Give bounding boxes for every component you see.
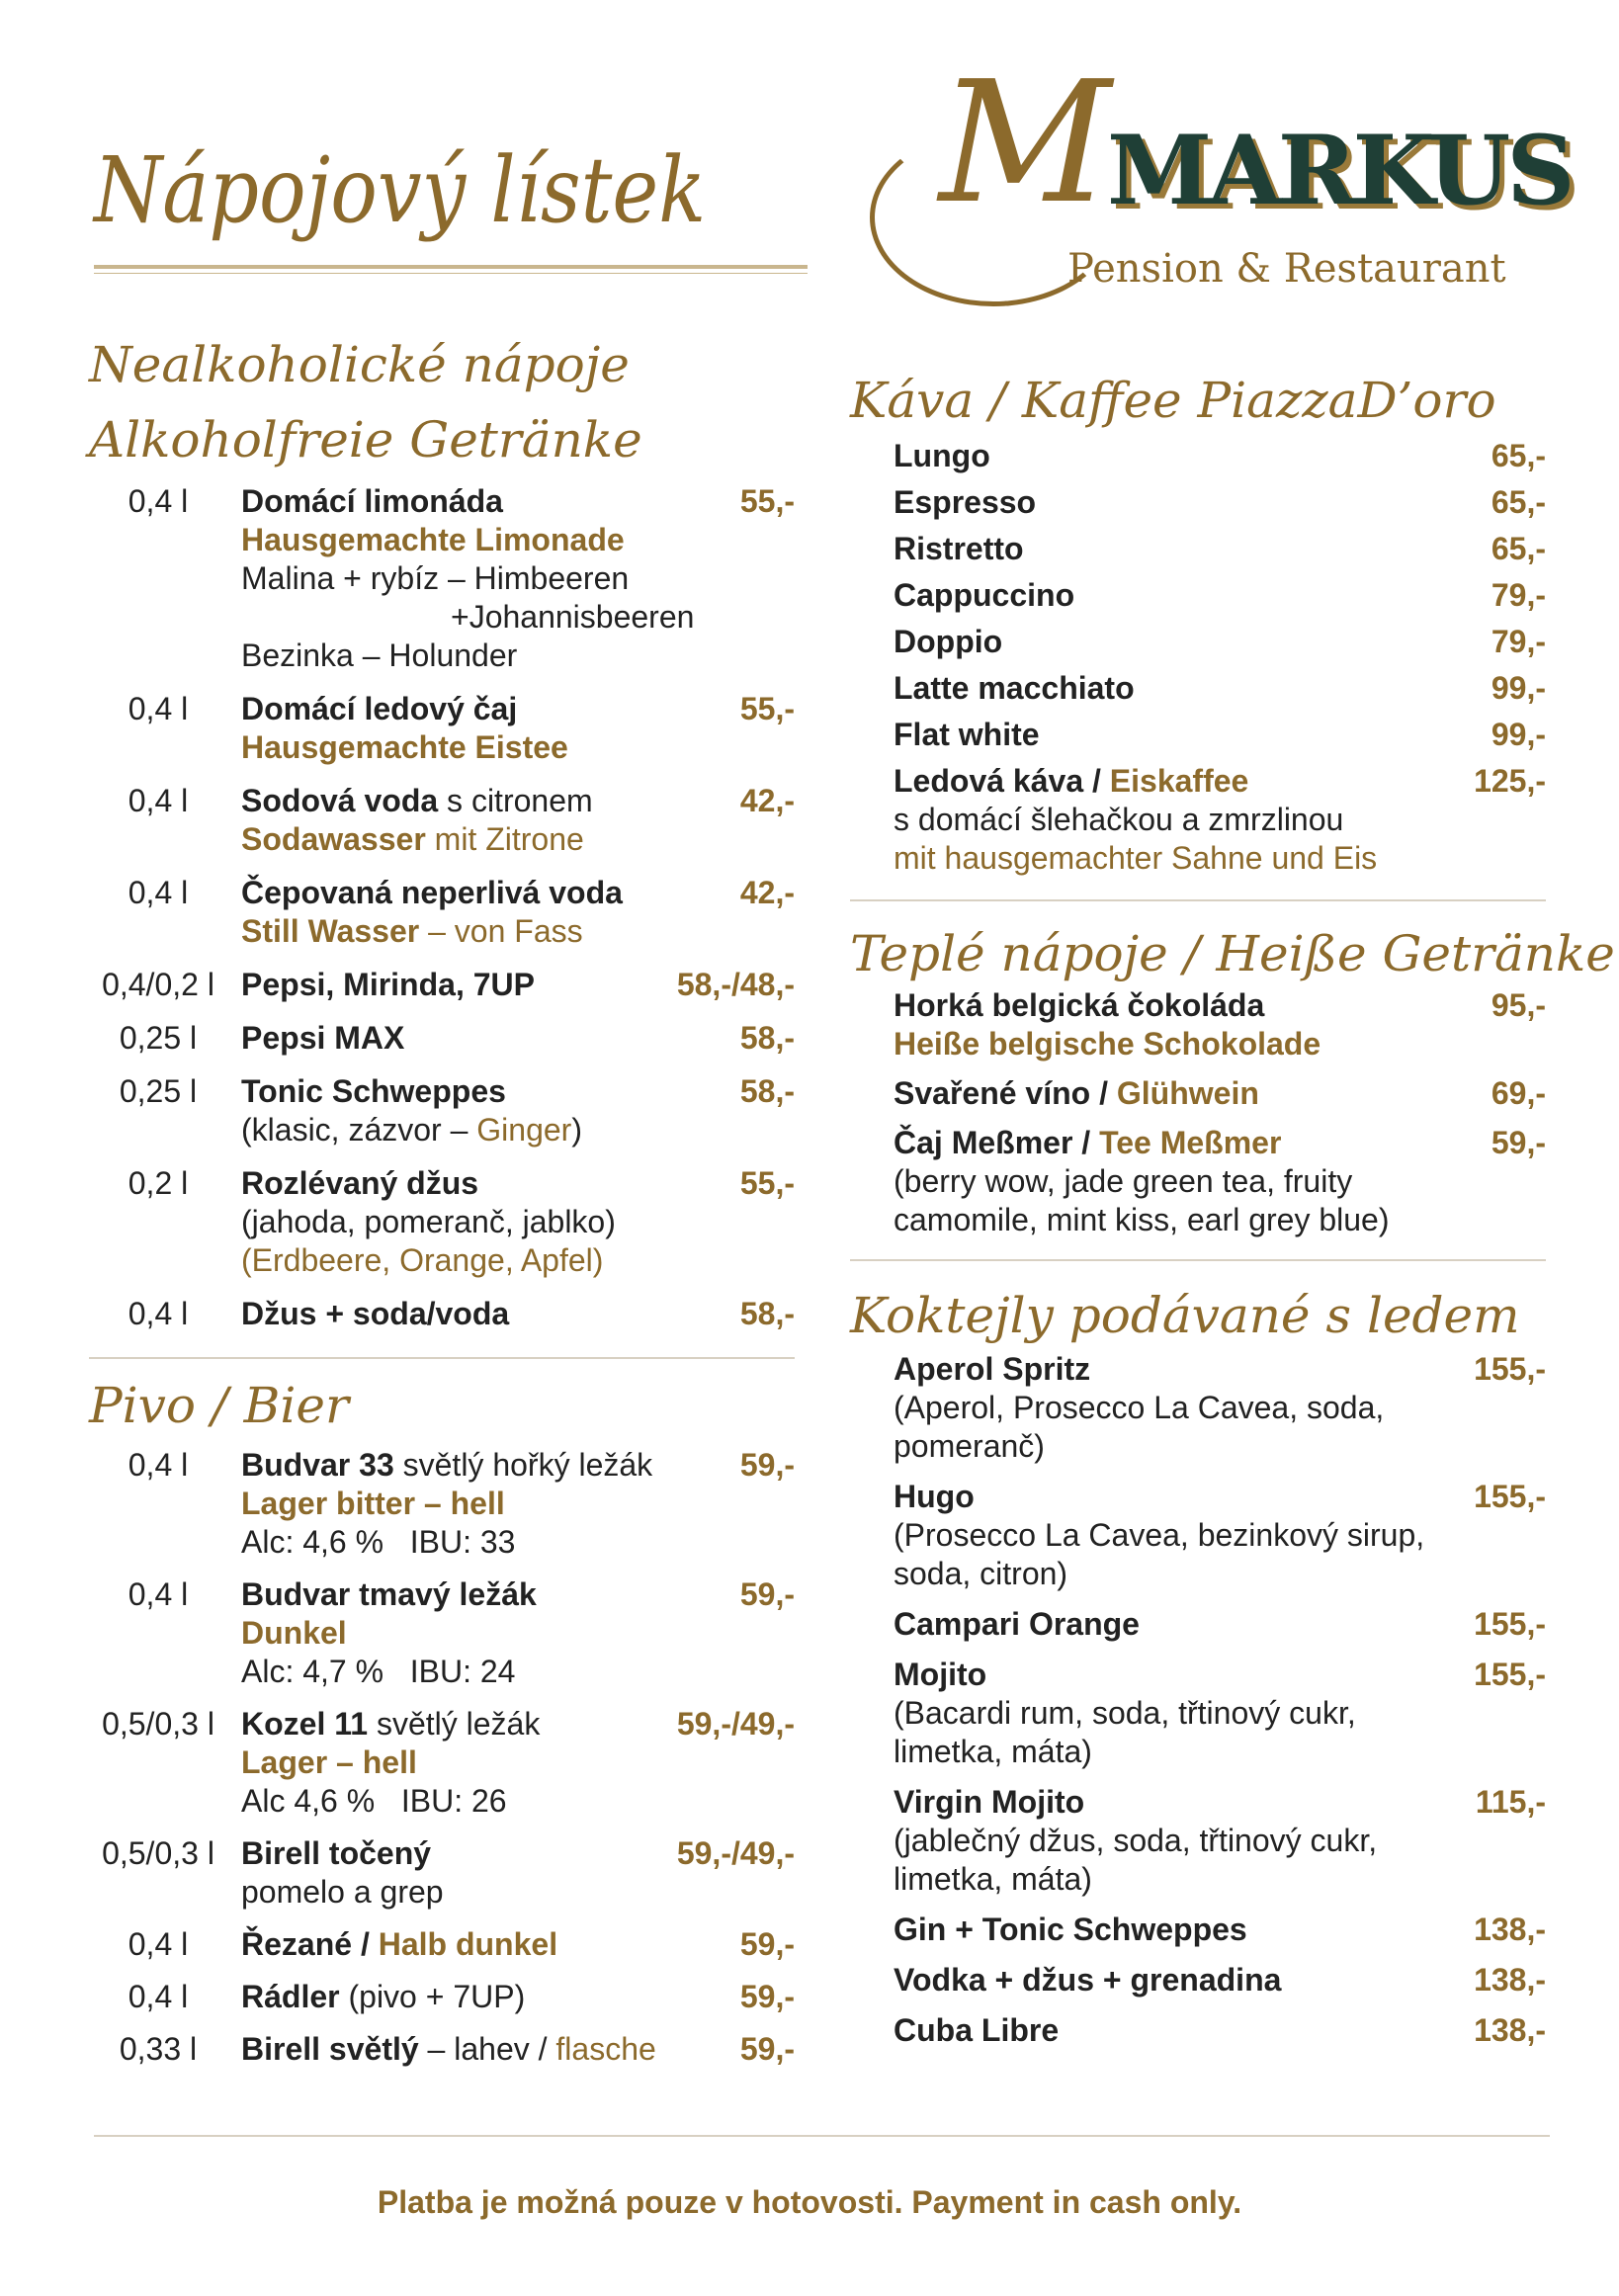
item-description [894,1555,1546,1593]
nonalc-list [89,482,795,1333]
menu-item [850,1961,1546,1999]
item-name [241,482,795,521]
item-price: 42,- [739,783,795,818]
text-segment: Tee Meßmer [1099,1125,1282,1160]
item-volume: 0,4 l [128,783,189,818]
item-price: 155,- [1474,1606,1546,1642]
text-segment: Gin + Tonic Schweppes [894,1912,1247,1947]
text-segment: Budvar 33 [241,1447,394,1483]
menu-item [89,1925,795,1964]
text-segment: Still Wasser [241,913,420,949]
item-name [241,1295,795,1333]
logo-subtitle: Pension & Restaurant [1067,246,1506,292]
text-segment: Malina + rybíz – Himbeeren [241,560,630,596]
text-segment: Čepovaná neperlivá voda [241,875,623,910]
text-segment: ) [571,1112,582,1148]
text-segment: Horká belgická čokoláda [894,987,1265,1023]
text-segment: Řezané / [241,1926,379,1962]
text-segment: (jahoda, pomeranč, jablko) [241,1204,616,1239]
text-segment: Alc: 4,6 % IBU: 33 [241,1524,516,1560]
item-price: 155,- [1474,1657,1546,1692]
item-name [241,782,795,820]
text-segment: (klasic, zázvor – [241,1112,477,1148]
item-description [241,1111,795,1149]
text-segment: (jablečný džus, soda, třtinový cukr, [894,1823,1378,1858]
text-segment: Kozel 11 [241,1706,369,1742]
item-price: 58,-/48,- [676,967,795,1002]
text-segment: mit hausgemachter Sahne und Eis [894,840,1378,876]
section-divider [850,899,1546,901]
item-name [894,986,1546,1025]
item-price: 59,- [1491,1125,1546,1160]
text-segment: (Aperol, Prosecco La Cavea, soda, [894,1390,1385,1425]
item-description [241,521,795,559]
text-segment: s domácí šlehačkou a zmrzlinou [894,802,1344,837]
item-description [894,1860,1546,1899]
menu-item [850,762,1546,878]
item-name [241,1072,795,1111]
menu-item [89,1164,795,1280]
item-description [241,820,795,859]
text-segment: (Prosecco La Cavea, bezinkový sirup, [894,1517,1425,1553]
hot-drinks-list [850,986,1546,1239]
menu-item [89,690,795,767]
item-volume: 0,4 l [128,1926,189,1962]
text-segment: Ginger [476,1112,572,1148]
text-segment: pomeranč) [894,1428,1045,1464]
item-description [241,1485,795,1523]
item-name [241,1164,795,1203]
text-segment: soda, citron) [894,1556,1068,1591]
menu-item [89,966,795,1004]
item-price: 125,- [1474,763,1546,799]
item-name [894,576,1546,615]
menu-item [89,1446,795,1562]
text-segment: Pepsi, Mirinda, 7UP [241,967,535,1002]
item-price: 138,- [1474,1962,1546,1998]
item-description [241,1614,795,1653]
text-segment: Doppio [894,624,1003,659]
cocktails-list [850,1350,1546,2050]
item-name [894,1478,1546,1516]
text-segment: +Johannisbeeren [451,599,695,635]
text-segment: Glühwein [1116,1075,1259,1111]
text-segment: Heiße belgische Schokolade [894,1026,1321,1062]
menu-item [850,1478,1546,1593]
item-name [894,669,1546,708]
item-description [894,801,1546,839]
item-name [894,1783,1546,1822]
item-description [894,1389,1546,1427]
item-description [241,598,795,637]
item-name [241,1019,795,1058]
text-segment: Domácí limonáda [241,483,503,519]
menu-item [89,482,795,675]
item-price: 42,- [739,875,795,910]
item-volume: 0,25 l [119,1020,198,1056]
item-description [894,1201,1546,1239]
menu-item [850,530,1546,568]
item-name [241,2030,795,2069]
item-description [241,1203,795,1241]
item-volume: 0,33 l [119,2031,198,2067]
text-segment: (Erdbeere, Orange, Apfel) [241,1242,604,1278]
text-segment: Rádler [241,1979,340,2014]
section-heading-coffee: Káva / Kaffee PiazzaD’oro [850,372,1496,429]
item-price: 59,- [739,1447,795,1483]
item-price: 58,- [739,1073,795,1109]
menu-item [850,669,1546,708]
item-price: 59,- [739,1926,795,1962]
item-price: 99,- [1491,670,1546,706]
text-segment: camomile, mint kiss, earl grey blue) [894,1202,1390,1237]
item-volume: 0,4 l [128,1979,189,2014]
section-heading-nonalc-de: Alkoholfreie Getränke [89,411,642,468]
item-price: 95,- [1491,987,1546,1023]
item-price: 155,- [1474,1479,1546,1514]
coffee-list [850,437,1546,878]
item-price: 55,- [739,1165,795,1201]
item-name [894,437,1546,475]
text-segment: – lahev / [418,2031,556,2067]
item-price: 65,- [1491,484,1546,520]
text-segment: Mojito [894,1657,987,1692]
logo [870,45,1601,316]
item-price: 59,-/49,- [676,1706,795,1742]
menu-item [850,623,1546,661]
item-description [241,637,795,675]
text-segment: Latte macchiato [894,670,1135,706]
menu-item [89,1072,795,1149]
item-volume: 0,4 l [128,691,189,726]
text-segment: limetka, máta) [894,1861,1092,1897]
text-segment: Čaj Meßmer / [894,1125,1100,1160]
text-segment: světlý ležák [368,1706,541,1742]
item-name [894,762,1546,801]
text-segment: Birell světlý [241,2031,419,2067]
menu-item [850,1074,1546,1113]
text-segment: Flat white [894,717,1040,752]
section-heading-nonalc-cz: Nealkoholické nápoje [89,336,630,393]
item-name [894,2011,1546,2050]
menu-item [850,986,1546,1063]
text-segment: Lungo [894,438,990,473]
item-volume: 0,4 l [128,875,189,910]
text-segment: (Bacardi rum, soda, třtinový cukr, [894,1695,1356,1731]
text-segment: Halb dunkel [378,1926,558,1962]
item-name [894,1961,1546,1999]
page-title: Nápojový lístek [94,137,707,243]
section-divider [89,1357,795,1359]
item-name [894,1911,1546,1949]
item-description [241,1782,795,1821]
item-price: 65,- [1491,531,1546,566]
menu-item [89,1978,795,2016]
item-name [241,690,795,728]
item-name [894,483,1546,522]
item-price: 138,- [1474,2012,1546,2048]
footer-divider [94,2135,1550,2137]
item-description [241,1743,795,1782]
menu-item [850,483,1546,522]
text-segment: Ristretto [894,531,1024,566]
text-segment: Hausgemachte Eistee [241,729,568,765]
menu-item [850,1350,1546,1466]
text-segment: s citronem [438,783,593,818]
item-price: 59,- [739,2031,795,2067]
text-segment: Dunkel [241,1615,347,1651]
item-price: 155,- [1474,1351,1546,1387]
item-price: 79,- [1491,624,1546,659]
text-segment: Campari Orange [894,1606,1140,1642]
item-description [241,912,795,951]
item-description [241,1653,795,1691]
logo-name: MARKUS [1107,115,1572,226]
left-column [89,326,795,2069]
item-description [894,839,1546,878]
text-segment: – von Fass [419,913,583,949]
payment-note: Platba je možná pouze v hotovosti. Payment in cash only. [377,2184,1242,2220]
menu-item [850,1911,1546,1949]
text-segment: Cuba Libre [894,2012,1060,2048]
item-price: 115,- [1475,1784,1546,1820]
item-description [894,1162,1546,1201]
item-volume: 0,25 l [119,1073,198,1109]
item-name [241,1925,795,1964]
text-segment: Lager – hell [241,1744,417,1780]
text-segment: (berry wow, jade green tea, fruity [894,1163,1353,1199]
item-description [894,1733,1546,1771]
item-price: 99,- [1491,717,1546,752]
text-segment: pomelo a grep [241,1874,444,1910]
menu-item [850,576,1546,615]
item-price: 138,- [1474,1912,1546,1947]
logo-initial: M [939,45,1112,241]
text-segment: Sodawasser [241,821,426,857]
section-divider [850,1259,1546,1261]
menu-item [89,1295,795,1333]
item-price: 55,- [739,691,795,726]
item-name [894,1124,1546,1162]
text-segment: Hausgemachte Limonade [241,522,625,557]
item-price: 65,- [1491,438,1546,473]
text-segment: Aperol Spritz [894,1351,1091,1387]
item-description [241,728,795,767]
text-segment: Cappuccino [894,577,1075,613]
title-underline-thin [94,273,808,274]
menu-item [89,1575,795,1691]
item-description [241,1523,795,1562]
text-segment: Pepsi MAX [241,1020,405,1056]
menu-item [850,2011,1546,2050]
item-description [894,1694,1546,1733]
beer-list [89,1446,795,2069]
menu-item [89,782,795,859]
section-heading-hot: Teplé nápoje / Heiße Getränke [850,925,1615,982]
menu-item [89,1705,795,1821]
item-name [241,1575,795,1614]
section-heading-beer: Pivo / Bier [89,1377,349,1434]
text-segment: Džus + soda/voda [241,1296,510,1331]
text-segment: Alc: 4,7 % IBU: 24 [241,1654,516,1689]
item-description [894,1427,1546,1466]
menu-item [850,1656,1546,1771]
item-price: 69,- [1491,1075,1546,1111]
text-segment: Alc 4,6 % IBU: 26 [241,1783,507,1819]
menu-item [89,2030,795,2069]
item-price: 58,- [739,1020,795,1056]
item-price: 58,- [739,1296,795,1331]
item-name [241,874,795,912]
item-price: 79,- [1491,577,1546,613]
item-name [894,530,1546,568]
text-segment: Sodová voda [241,783,439,818]
menu-item [850,716,1546,754]
item-name [894,716,1546,754]
item-description [894,1516,1546,1555]
item-volume: 0,4 l [128,1576,189,1612]
text-segment: (pivo + 7UP) [339,1979,526,2014]
text-segment: Domácí ledový čaj [241,691,518,726]
section-heading-cocktails: Koktejly podávané s ledem [850,1287,1520,1344]
menu-item [850,1124,1546,1239]
item-name [894,1605,1546,1644]
item-description [241,1873,795,1912]
item-name [894,1656,1546,1694]
text-segment: Budvar tmavý ležák [241,1576,537,1612]
item-description [241,1241,795,1280]
item-price: 59,- [739,1576,795,1612]
text-segment: Tonic Schweppes [241,1073,506,1109]
item-name [894,623,1546,661]
text-segment: flasche [555,2031,656,2067]
menu-item [89,1834,795,1912]
text-segment: Lager bitter – hell [241,1486,505,1521]
text-segment: Birell točený [241,1835,432,1871]
item-name [241,1978,795,2016]
item-volume: 0,2 l [128,1165,189,1201]
item-name [241,1446,795,1485]
text-segment: Svařené víno / [894,1075,1117,1111]
text-segment: Hugo [894,1479,975,1514]
text-segment: limetka, máta) [894,1734,1092,1769]
item-price: 59,- [739,1979,795,2014]
text-segment: Ledová káva / [894,763,1110,799]
text-segment: Rozlévaný džus [241,1165,479,1201]
item-description [894,1025,1546,1063]
menu-item [89,1019,795,1058]
text-segment: Bezinka – Holunder [241,638,518,673]
text-segment: Vodka + džus + grenadina [894,1962,1282,1998]
item-volume: 0,5/0,3 l [102,1706,214,1742]
item-description [894,1822,1546,1860]
item-price: 55,- [739,483,795,519]
item-volume: 0,4 l [128,1296,189,1331]
menu-item [89,874,795,951]
item-name [894,1350,1546,1389]
text-segment: Eiskaffee [1109,763,1249,799]
text-segment: mit Zitrone [425,821,584,857]
item-description [241,559,795,598]
item-name [894,1074,1546,1113]
menu-item [850,1783,1546,1899]
menu-item [850,1605,1546,1644]
text-segment: Espresso [894,484,1037,520]
item-volume: 0,5/0,3 l [102,1835,214,1871]
text-segment: světlý hořký ležák [393,1447,653,1483]
menu-item [850,437,1546,475]
right-column [850,362,1615,2050]
text-segment: Virgin Mojito [894,1784,1085,1820]
item-price: 59,-/49,- [676,1835,795,1871]
title-underline [94,265,808,269]
item-volume: 0,4 l [128,1447,189,1483]
item-volume: 0,4 l [128,483,189,519]
item-volume: 0,4/0,2 l [102,967,214,1002]
